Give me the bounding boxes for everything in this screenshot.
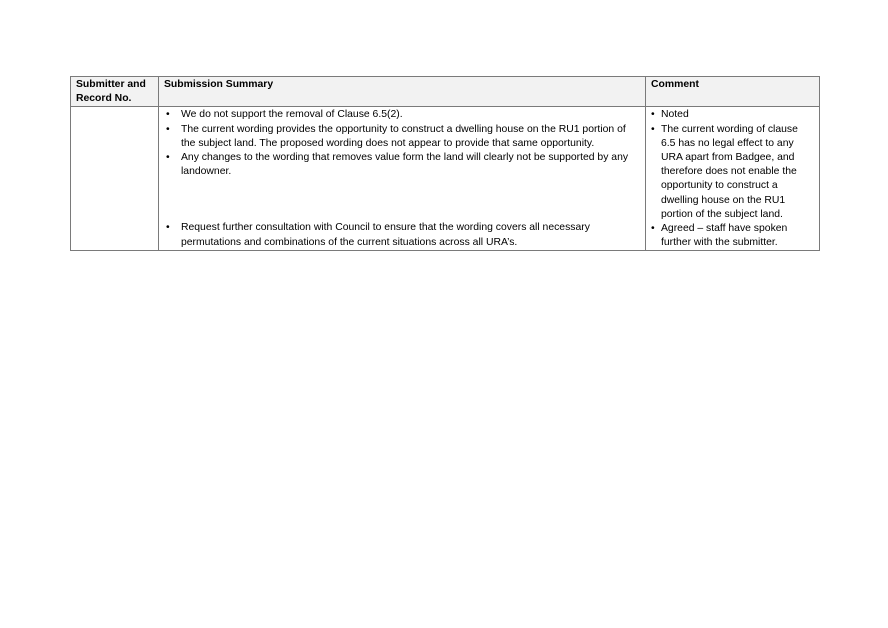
table-row [71, 107, 820, 251]
comment-item: • Agreed – staff have spoken further with the submitter. [651, 222, 814, 250]
header-submitter: Submitter and Record No. [71, 77, 159, 107]
summary-item: • Any changes to the wording that removes value form the land will clearly not be supported by any landowner. [164, 151, 640, 179]
submitter-cell [71, 107, 159, 251]
header-submission-summary: Submission Summary [159, 77, 646, 107]
comment-item: • The current wording of clause 6.5 has no legal effect to any URA apart from Badgee, and therefore does not enable the opportunity to construct a dwelling house on the RU1 portion of the subject land. [651, 123, 814, 222]
comment-item: • Noted [651, 108, 814, 122]
summary-item: • The current wording provides the opportunity to construct a dwelling house on the RU1 portion of the subject land. The proposed wording does not appear to provide that same opportunity. [164, 123, 640, 151]
summary-cell [159, 107, 646, 251]
summary-item: • Request further consultation with Council to ensure that the wording covers all necessary permutations and combinations of the current situations across all URA’s. [164, 221, 640, 249]
table-header-row [71, 77, 820, 107]
summary-item: • We do not support the removal of Clause 6.5(2). [164, 108, 640, 122]
header-comment: Comment [646, 77, 820, 107]
summary-list [164, 108, 640, 249]
comment-list [651, 108, 814, 250]
submissions-table [70, 76, 820, 251]
comment-cell [646, 107, 820, 251]
